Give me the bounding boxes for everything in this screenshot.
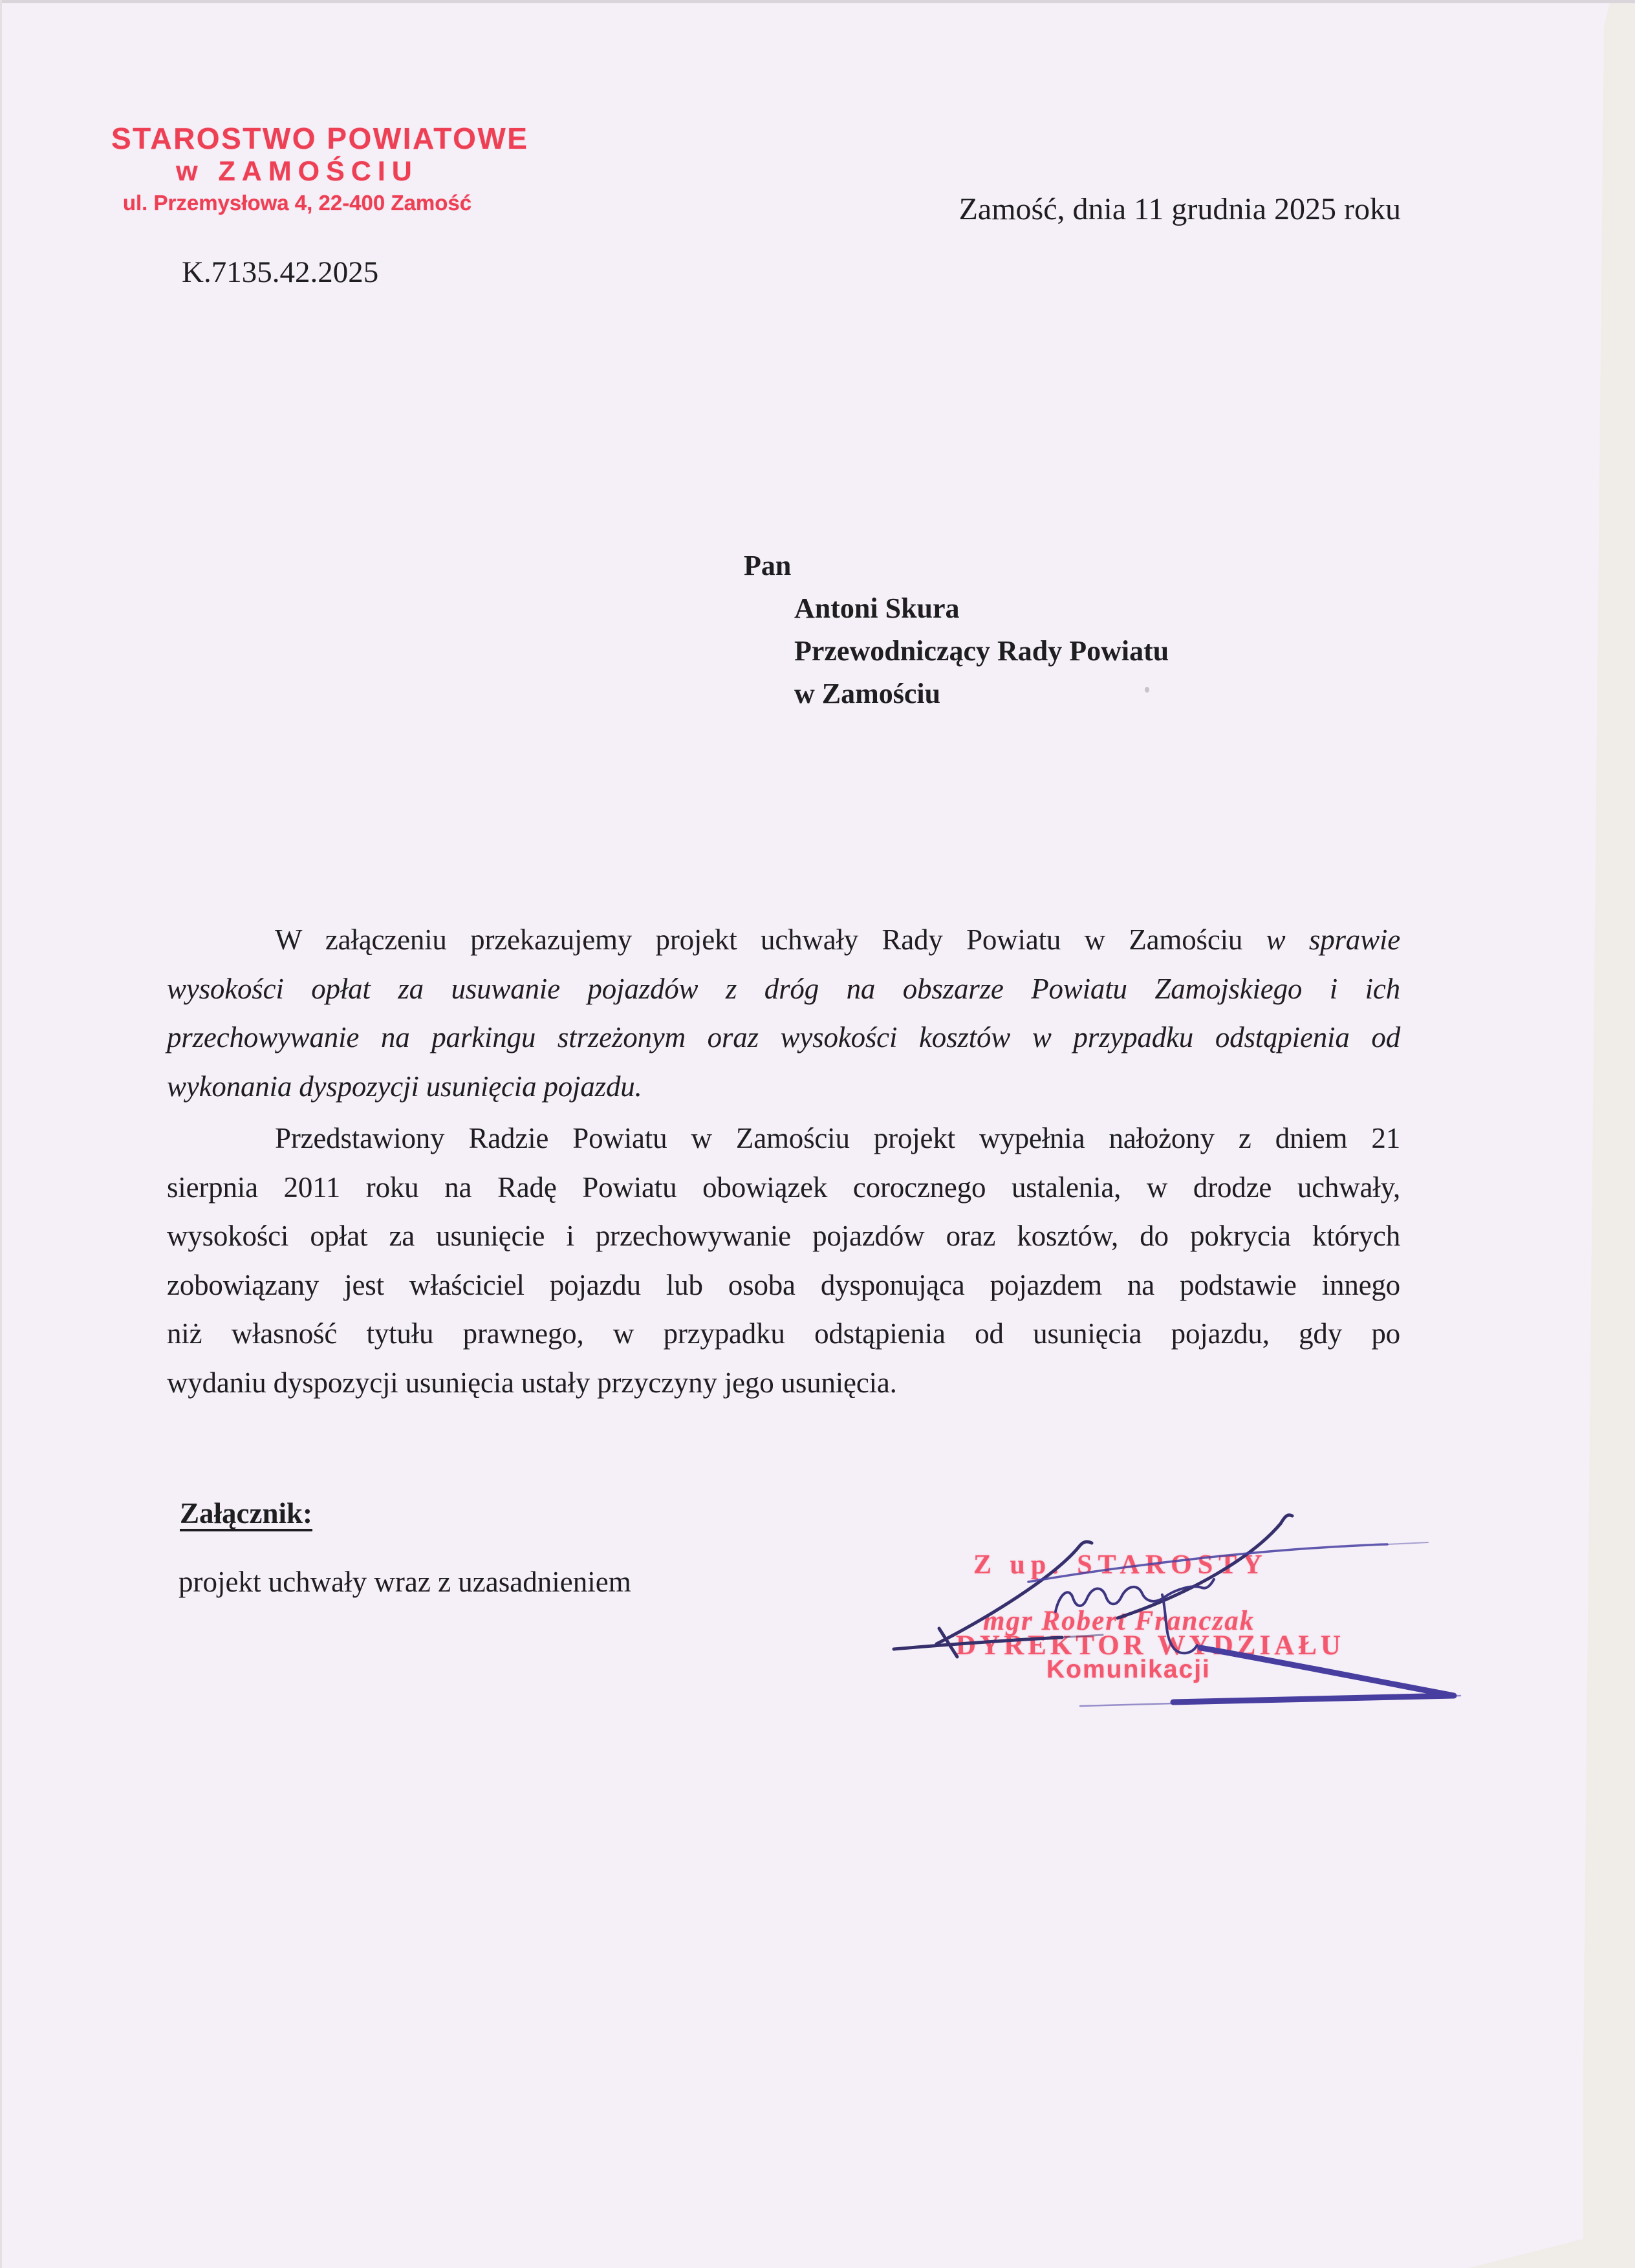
signature-stroke-strike-upper-tail [1387,1542,1428,1544]
signatory-department-stamp: Komunikacji [1046,1656,1211,1683]
office-name-line2: w ZAMOŚCIU [176,156,418,187]
attachment-label: Załącznik: [180,1497,313,1529]
signature-stroke-right-diagonal [1118,1515,1292,1618]
body-line [167,916,1400,965]
body-line: wydaniu dyspozycji usunięcia ustały przyczyny jego usunięcia. [167,1366,897,1399]
paper-speck [1145,687,1149,693]
addressee-name: Antoni Skura [794,592,960,624]
addressee-title: Przewodniczący Rady Powiatu [794,635,1169,667]
signature-stroke-loops [1056,1579,1214,1612]
body-line: niż własność tytułu prawnego, w przypadku odstąpienia od usunięcia pojazdu, gdy po [167,1317,1400,1350]
signature-stroke-bottom-flourish [1173,1648,1454,1702]
addressee-salutation: Pan [744,550,792,581]
addressee-city: w Zamościu [794,678,941,709]
signature-authorization-stamp: Z up. STAROSTY [973,1550,1268,1580]
reference-number: K.7135.42.2025 [182,255,379,289]
date-line: Zamość, dnia 11 grudnia 2025 roku [958,192,1401,226]
signatory-position-stamp: DYREKTOR WYDZIAŁU [956,1630,1345,1661]
office-name-line1: STAROSTWO POWIATOWE [111,122,529,155]
p1-line1-regular: W załączeniu przekazujemy projekt uchwały Rady Powiatu w Zamościu [275,923,1243,956]
signature-stroke-hook [1162,1595,1197,1653]
body-line: zobowiązany jest właściciel pojazdu lub osoba dysponująca pojazdem na podstawie innego [167,1268,1400,1301]
paragraph-2 [167,1114,1400,1407]
signatory-name-stamp: mgr Robert Franczak [983,1606,1255,1636]
handwritten-signature [841,1403,1635,1766]
p1-line1-italic: w sprawie [1266,923,1400,956]
signature-stroke-strike-upper [1028,1544,1387,1582]
addressee-block [744,545,1169,715]
attachment-item: projekt uchwały wraz z uzasadnieniem [179,1566,631,1598]
paragraph-1 [167,916,1400,1111]
scan-left-edge-line [0,0,2,2268]
body-line: wysokości opłat za usunięcie i przechowywanie pojazdów oraz kosztów, do pokrycia których [167,1220,1400,1252]
signature-stroke-strike-lower [894,1637,1062,1649]
letter-body [167,916,1400,1407]
office-address-line: ul. Przemysłowa 4, 22-400 Zamość [122,191,472,215]
body-line: wysokości opłat za usuwanie pojazdów z dróg na obszarze Powiatu Zamojskiego i ich [167,972,1400,1005]
office-header-stamp [111,122,529,218]
body-line: sierpnia 2011 roku na Radę Powiatu obowiązek corocznego ustalenia, w drodze uchwały, [167,1171,1400,1204]
body-line: wykonania dyspozycji usunięcia pojazdu. [167,1070,642,1103]
scan-top-edge-line [0,0,1635,3]
body-line: przechowywanie na parkingu strzeżonym oraz wysokości kosztów w przypadku odstąpienia od [167,1021,1400,1053]
body-line: Przedstawiony Radzie Powiatu w Zamościu projekt wypełnia nałożony z dniem 21 [275,1122,1400,1154]
signature-stroke-strike-lower-tail [1062,1635,1103,1637]
